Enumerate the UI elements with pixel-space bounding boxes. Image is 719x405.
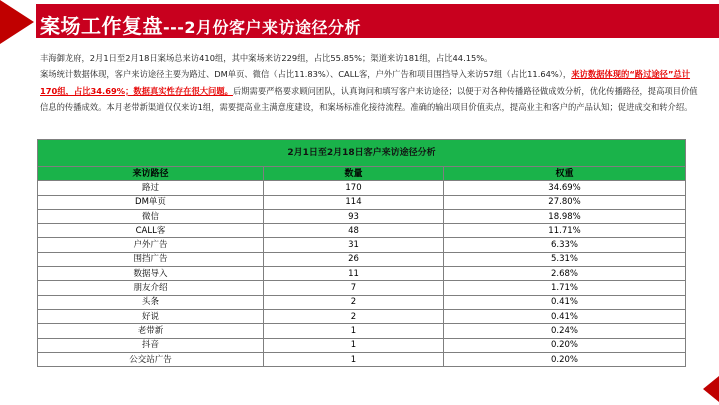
- table-row: [38, 324, 686, 338]
- cell-weight: 0.20%: [444, 352, 686, 366]
- cell-weight: 0.20%: [444, 338, 686, 352]
- cell-weight: 6.33%: [444, 238, 686, 252]
- table-row: [38, 252, 686, 266]
- table-row: [38, 209, 686, 223]
- description-paragraph-2: [40, 66, 700, 115]
- cell-source: 路过: [38, 181, 264, 195]
- table-row: [38, 281, 686, 295]
- cell-weight: 27.80%: [444, 195, 686, 209]
- table-row: [38, 309, 686, 323]
- description-highlight: 来访数据体现的“路过途径”总计170组，占比34.69%；数据真实性存在很大问题。: [40, 69, 691, 96]
- cell-source: 微信: [38, 209, 264, 223]
- cell-weight: 0.41%: [444, 295, 686, 309]
- table-row: [38, 267, 686, 281]
- cell-weight: 1.71%: [444, 281, 686, 295]
- corner-arrow-decoration: [701, 372, 719, 402]
- cell-source: 朋友介绍: [38, 281, 264, 295]
- visit-source-table-container: [37, 139, 685, 367]
- cell-weight: 2.68%: [444, 267, 686, 281]
- cell-count: 2: [264, 309, 444, 323]
- cell-count: 2: [264, 295, 444, 309]
- cell-source: 抖音: [38, 338, 264, 352]
- cell-source: 头条: [38, 295, 264, 309]
- description-text-part-a: 案场统计数据体现，客户来访途径主要为路过、DM单页、微信（占比11.83%）、CALL客，户外广告和项目围挡导入来访57组（占比11.64%），: [40, 69, 572, 80]
- column-header-weight: 权重: [444, 167, 686, 181]
- cell-count: 1: [264, 352, 444, 366]
- cell-source: 围挡广告: [38, 252, 264, 266]
- table-caption: 2月1日至2月18日客户来访途径分析: [38, 140, 686, 167]
- table-caption-row: [38, 140, 686, 167]
- cell-weight: 5.31%: [444, 252, 686, 266]
- cell-weight: 11.71%: [444, 224, 686, 238]
- table-row: [38, 181, 686, 195]
- cell-count: 31: [264, 238, 444, 252]
- cell-source: DM单页: [38, 195, 264, 209]
- title-banner: [0, 0, 719, 44]
- table-row: [38, 352, 686, 366]
- cell-weight: 0.41%: [444, 309, 686, 323]
- cell-weight: 34.69%: [444, 181, 686, 195]
- cell-weight: 18.98%: [444, 209, 686, 223]
- description-paragraph-1: 丰海御龙府，2月1日至2月18日案场总来访410组，其中案场来访229组，占比55.85%；渠道来访181组，占比44.15%。: [40, 53, 493, 63]
- cell-count: 1: [264, 324, 444, 338]
- title-subtitle: ---2月份客户来访途径分析: [163, 18, 362, 37]
- cell-count: 93: [264, 209, 444, 223]
- cell-source: 老带新: [38, 324, 264, 338]
- cell-source: 好说: [38, 309, 264, 323]
- page-title: [40, 10, 361, 39]
- cell-count: 170: [264, 181, 444, 195]
- cell-count: 26: [264, 252, 444, 266]
- cell-source: 数据导入: [38, 267, 264, 281]
- banner-arrow-decoration: [0, 0, 34, 44]
- table-header-row: [38, 167, 686, 181]
- visit-source-table: [37, 139, 686, 367]
- cell-source: CALL客: [38, 224, 264, 238]
- description-text: [40, 50, 700, 115]
- cell-count: 1: [264, 338, 444, 352]
- cell-count: 114: [264, 195, 444, 209]
- cell-count: 48: [264, 224, 444, 238]
- cell-source: 户外广告: [38, 238, 264, 252]
- column-header-source: 来访路径: [38, 167, 264, 181]
- title-main: 案场工作复盘: [40, 14, 163, 38]
- column-header-count: 数量: [264, 167, 444, 181]
- cell-count: 11: [264, 267, 444, 281]
- table-row: [38, 224, 686, 238]
- table-row: [38, 338, 686, 352]
- description-text-part-b: 后期需要严格要求顾问团队，认真询问和填写客户来访途径；以便于对各种传播路径做成效分析，优化传播路径，提高项目价值信息的传播成效。本月老带新渠道仅仅来访1组，需要提高业主满意度建设，和案场标准化接待流程。准确的输出项目价值卖点，提高业主和客户的产品认知；促进成交和转介绍。: [40, 85, 698, 112]
- table-row: [38, 238, 686, 252]
- table-row: [38, 195, 686, 209]
- cell-count: 7: [264, 281, 444, 295]
- cell-source: 公交站广告: [38, 352, 264, 366]
- cell-weight: 0.24%: [444, 324, 686, 338]
- table-row: [38, 295, 686, 309]
